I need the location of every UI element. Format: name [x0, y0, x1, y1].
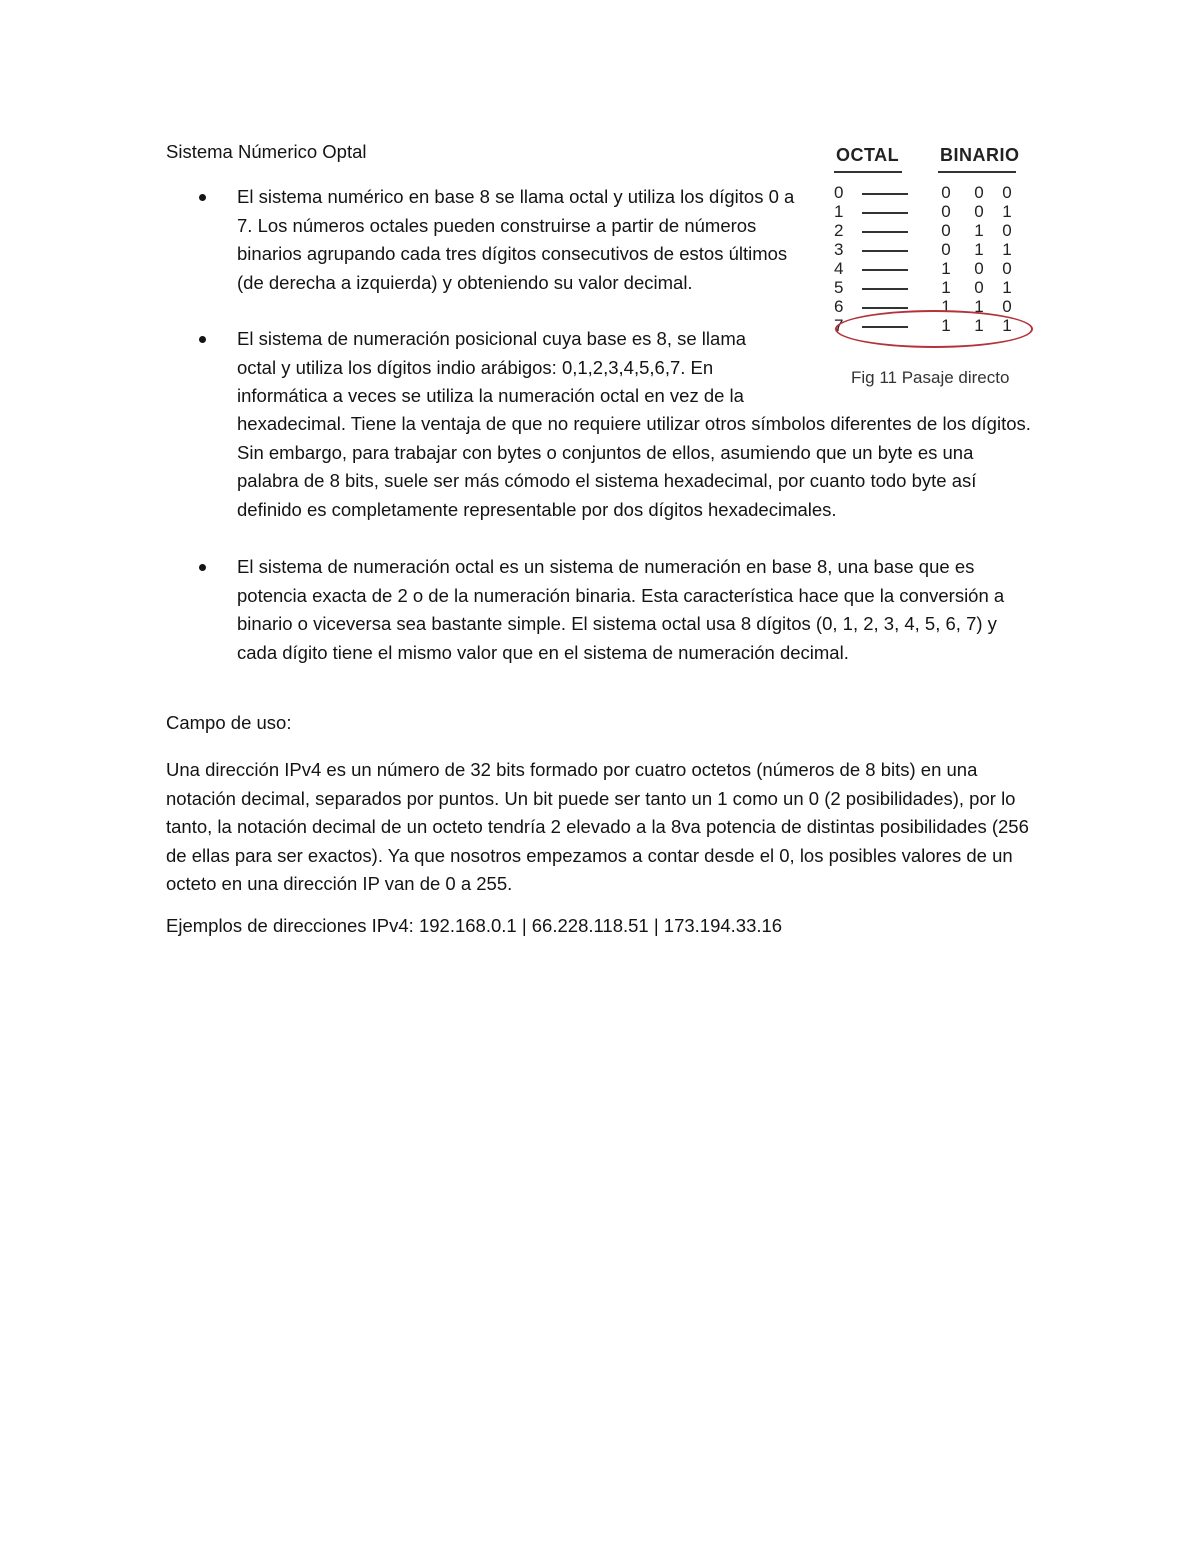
- section-paragraph: Una dirección IPv4 es un número de 32 bits formado por cuatro octetos (números de 8 bits) en una notación decimal, separados por puntos. Un bit puede ser tanto un 1 como un 0 (2 posibilidades), por lo tanto, la notación decimal de un octeto tendría 2 elevado a la 8va potencia de distintas posibilidades (256 de ellas para ser exactos). Ya que nosotros empezamos a contar desde el 0, los posibles valores de un octeto en una dirección IP van de 0 a 255.: [166, 759, 1029, 894]
- bullet-text: hexadecimal. Tiene la ventaja de que no requiere utilizar otros símbolos diferentes de los dígitos. Sin embargo, para trabajar con bytes o conjuntos de ellos, asumiendo que un byte es una palabra de 8 bits, suele ser más cómodo el sistema hexadecimal, por cuanto todo byte así definido es completamente representable por dos dígitos hexadecimales.: [237, 413, 1031, 520]
- header-underline: [938, 171, 1016, 173]
- connector-line: [862, 269, 908, 271]
- bullet-item-2-continued: [237, 410, 1037, 524]
- octal-digit: 4: [834, 259, 844, 278]
- binary-digit: 1: [974, 240, 984, 259]
- binary-digit: 1: [1002, 202, 1012, 221]
- connector-line: [862, 231, 908, 233]
- binary-digit: 0: [1002, 259, 1012, 278]
- binary-digit: 0: [941, 240, 951, 259]
- figure-row: [826, 240, 1041, 259]
- connector-line: [862, 288, 908, 290]
- highlight-ellipse: [835, 310, 1033, 348]
- binary-digit: 1: [974, 297, 984, 316]
- bullet-text: El sistema numérico en base 8 se llama octal y utiliza los dígitos 0 a 7. Los números octales pueden construirse a partir de números binarios agrupando cada tres dígitos consecutivos de estos últimos (de derecha a izquierda) y obteniendo su valor decimal.: [237, 186, 795, 293]
- binary-digit: 0: [974, 183, 984, 202]
- binary-digit: 1: [1002, 316, 1012, 335]
- octal-digit: 5: [834, 278, 844, 297]
- binary-digit: 0: [974, 278, 984, 297]
- figure-row: [826, 221, 1041, 240]
- binary-digit: 0: [1002, 183, 1012, 202]
- binary-digit: 0: [1002, 297, 1012, 316]
- bullet-item-2: [237, 325, 782, 411]
- octal-digit: 0: [834, 183, 844, 202]
- octal-digit: 6: [834, 297, 844, 316]
- binary-digit: 1: [941, 316, 951, 335]
- figure-row: [826, 202, 1041, 221]
- figure-row: [826, 259, 1041, 278]
- bullet-icon: [199, 194, 206, 201]
- binary-digit: 1: [941, 297, 951, 316]
- binary-digit: 0: [974, 202, 984, 221]
- binary-digit: 1: [1002, 240, 1012, 259]
- figure-row: [826, 183, 1041, 202]
- octal-digit: 3: [834, 240, 844, 259]
- binary-digit: 1: [974, 316, 984, 335]
- octal-binary-figure: [826, 140, 1041, 390]
- section-heading: Campo de uso:: [166, 712, 292, 733]
- bullet-text: El sistema de numeración posicional cuya base es 8, se llama octal y utiliza los dígitos indio arábigos: 0,1,2,3,4,5,6,7. En informática a veces se utiliza la numeración octal en vez de la: [237, 328, 747, 406]
- bullet-icon: [199, 564, 206, 571]
- ip-examples: Ejemplos de direcciones IPv4: 192.168.0.1 | 66.228.118.51 | 173.194.33.16: [166, 915, 783, 936]
- octal-digit: 7: [834, 316, 844, 335]
- figure-header-octal: OCTAL: [836, 145, 900, 165]
- figure-row: [826, 278, 1041, 297]
- binary-digit: 1: [1002, 278, 1012, 297]
- octal-digit: 1: [834, 202, 844, 221]
- figure-header-binary: BINARIO: [940, 145, 1020, 165]
- binary-digit: 1: [974, 221, 984, 240]
- binary-digit: 1: [941, 278, 951, 297]
- bullet-item-3: [237, 553, 1037, 667]
- binary-digit: 0: [974, 259, 984, 278]
- bullet-icon: [199, 336, 206, 343]
- bullet-text: El sistema de numeración octal es un sistema de numeración en base 8, una base que es potencia exacta de 2 o de la numeración binaria. Esta característica hace que la conversión a binario o viceversa sea bastante simple. El sistema octal usa 8 dígitos (0, 1, 2, 3, 4, 5, 6, 7) y cada dígito tiene el mismo valor que en el sistema de numeración decimal.: [237, 556, 1005, 663]
- binary-digit: 0: [941, 183, 951, 202]
- octal-digit: 2: [834, 221, 844, 240]
- connector-line: [862, 193, 908, 195]
- document-title: Sistema Númerico Optal: [166, 141, 367, 162]
- header-underline: [834, 171, 902, 173]
- connector-line: [862, 307, 908, 309]
- binary-digit: 0: [941, 202, 951, 221]
- binary-digit: 1: [941, 259, 951, 278]
- figure-caption: Fig 11 Pasaje directo: [851, 368, 1010, 387]
- connector-line: [862, 250, 908, 252]
- binary-digit: 0: [1002, 221, 1012, 240]
- binary-digit: 0: [941, 221, 951, 240]
- bullet-item-1: [237, 183, 812, 297]
- connector-line: [862, 212, 908, 214]
